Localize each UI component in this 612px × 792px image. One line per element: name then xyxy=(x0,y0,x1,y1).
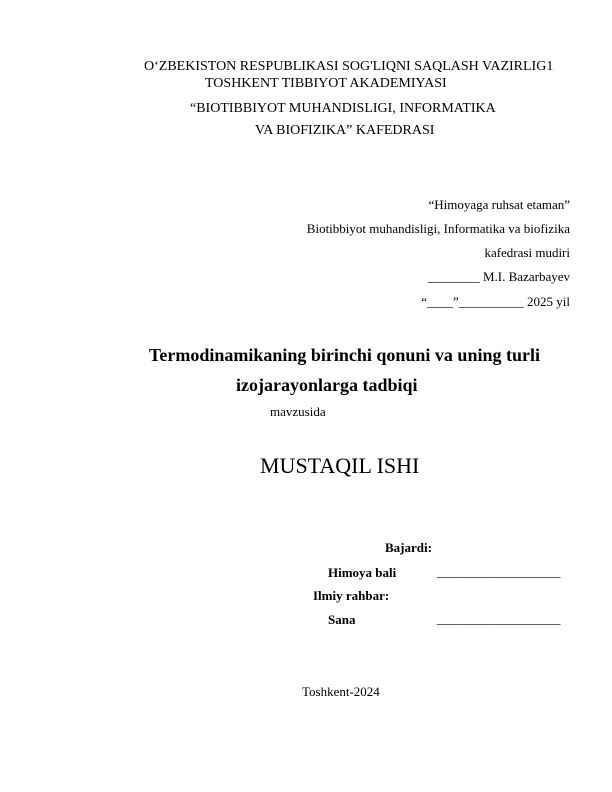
work-type-title: MUSTAQIL ISHI xyxy=(260,453,420,478)
approval-date: “____”__________ 2025 yil xyxy=(421,294,570,309)
bajardi-label: Bajardi: xyxy=(385,540,432,555)
academy-name: TOSHKENT TIBBIYOT AKADEMIYASI xyxy=(205,76,447,91)
sana-blank: ___________________ xyxy=(437,611,561,626)
himoya-bali-blank: ___________________ xyxy=(437,564,561,579)
approval-department-line1: Biotibbiyot muhandisligi, Informatika va biofizika xyxy=(306,221,570,236)
himoya-bali-label: Himoya bali xyxy=(328,565,397,580)
approval-department-line2: kafedrasi mudiri xyxy=(484,245,570,260)
department-name-line2: VA BIOFIZIKA” KAFEDRASI xyxy=(255,123,435,138)
sana-label: Sana xyxy=(328,612,356,627)
topic-title-line2: izojarayonlarga tadbiqi xyxy=(236,375,418,395)
department-name-line1: “BIOTIBBIYOT MUHANDISLIGI, INFORMATIKA xyxy=(190,101,496,116)
topic-title-line1: Termodinamikaning birinchi qonuni va uning turli xyxy=(149,345,540,365)
approval-title: “Himoyaga ruhsat etaman” xyxy=(428,197,570,212)
ilmiy-rahbar-label: Ilmiy rahbar: xyxy=(313,588,390,603)
topic-suffix: mavzusida xyxy=(270,404,326,419)
place-year: Toshkent-2024 xyxy=(302,684,380,699)
approval-signer: ________ M.I. Bazarbayev xyxy=(427,269,570,284)
ministry-name: O‘ZBEKISTON RESPUBLIKASI SOG'LIQNI SAQLASH VAZIRLIG1 xyxy=(144,59,554,74)
